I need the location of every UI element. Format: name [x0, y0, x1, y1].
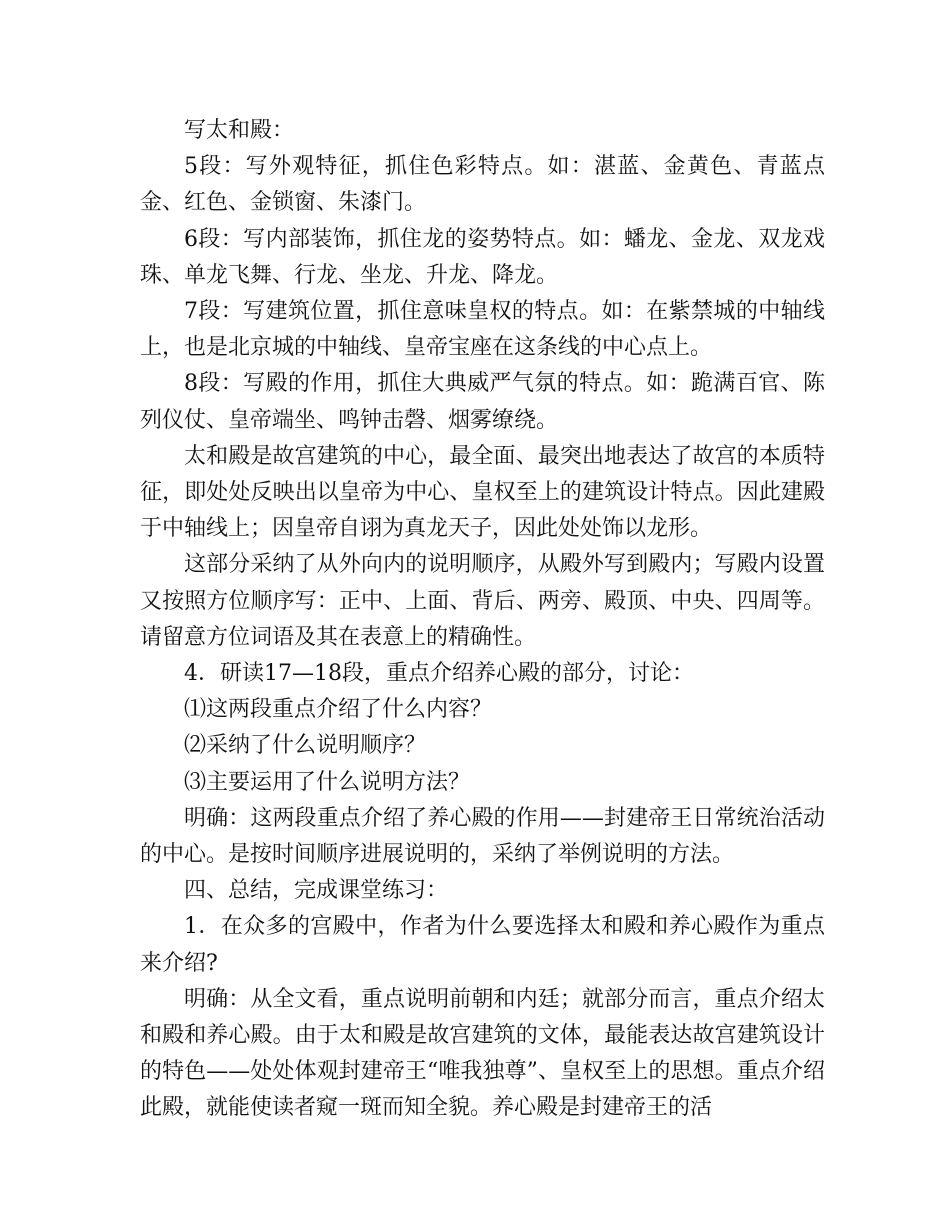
- paragraph-exercise-answer: 明确：从全文看，重点说明前朝和内廷；就部分而言，重点介绍太和殿和养心殿。由于太和殿是故宫建筑的文体，最能表达故宫建筑设计的特色——处处体观封建帝王“唯我独尊”、皇权至上的思想。重点介绍此殿，就能使读者窥一斑而知全貌。养心殿是封建帝王的活: [140, 986, 825, 1121]
- paragraph-taihe-summary: 太和殿是故宫建筑的中心，最全面、最突出地表达了故宫的本质特征，即处处反映出以皇帝为中心、皇权至上的建筑设计特点。因此建殿于中轴线上；因皇帝自诩为真龙天子，因此处处饰以龙形。: [140, 443, 825, 542]
- paragraph-section-7: 7段：写建筑位置，抓住意味皇权的特点。如：在紫禁城的中轴线上，也是北京城的中轴线、皇帝宝座在这条线的中心点上。: [140, 299, 825, 361]
- paragraph-summary-heading: 四、总结，完成课堂练习：: [184, 878, 449, 904]
- paragraph-section-5: 5段：写外观特征，抓住色彩特点。如：湛蓝、金黄色、青蓝点金、红色、金锁窗、朱漆门。: [140, 154, 825, 216]
- paragraph-study-task-4: 4．研读17—18段，重点介绍养心殿的部分，讨论：: [184, 661, 694, 687]
- paragraph-section-6: 6段：写内部装饰，抓住龙的姿势特点。如：蟠龙、金龙、双龙戏珠、单龙飞舞、行龙、坐龙、升龙、降龙。: [140, 226, 825, 288]
- document-body: [140, 113, 825, 1127]
- paragraph-section-8: 8段：写殿的作用，抓住大典威严气氛的特点。如：跪满百官、陈列仪仗、皇帝端坐、鸣钟击磬、烟雾缭绕。: [140, 371, 825, 433]
- paragraph-question-2: ⑵采纳了什么说明顺序？: [184, 733, 427, 759]
- paragraph-question-1: ⑴这两段重点介绍了什么内容？: [184, 697, 493, 723]
- paragraph-answer-yangxin: 明确：这两段重点介绍了养心殿的作用——封建帝王日常统治活动的中心。是按时间顺序进展说明的，采纳了举例说明的方法。: [140, 805, 825, 868]
- paragraph-heading-taihe: 写太和殿：: [184, 118, 295, 143]
- paragraph-question-3: ⑶主要运用了什么说明方法？: [184, 769, 471, 795]
- paragraph-exercise-1: 1．在众多的宫殿中，作者为什么要选择太和殿和养心殿作为重点来介绍?: [140, 914, 825, 976]
- paragraph-order-note: 这部分采纳了从外向内的说明顺序，从殿外写到殿内；写殿内设置又按照方位顺序写：正中、上面、背后、两旁、殿顶、中央、四周等。请留意方位词语及其在表意上的精确性。: [140, 552, 825, 650]
